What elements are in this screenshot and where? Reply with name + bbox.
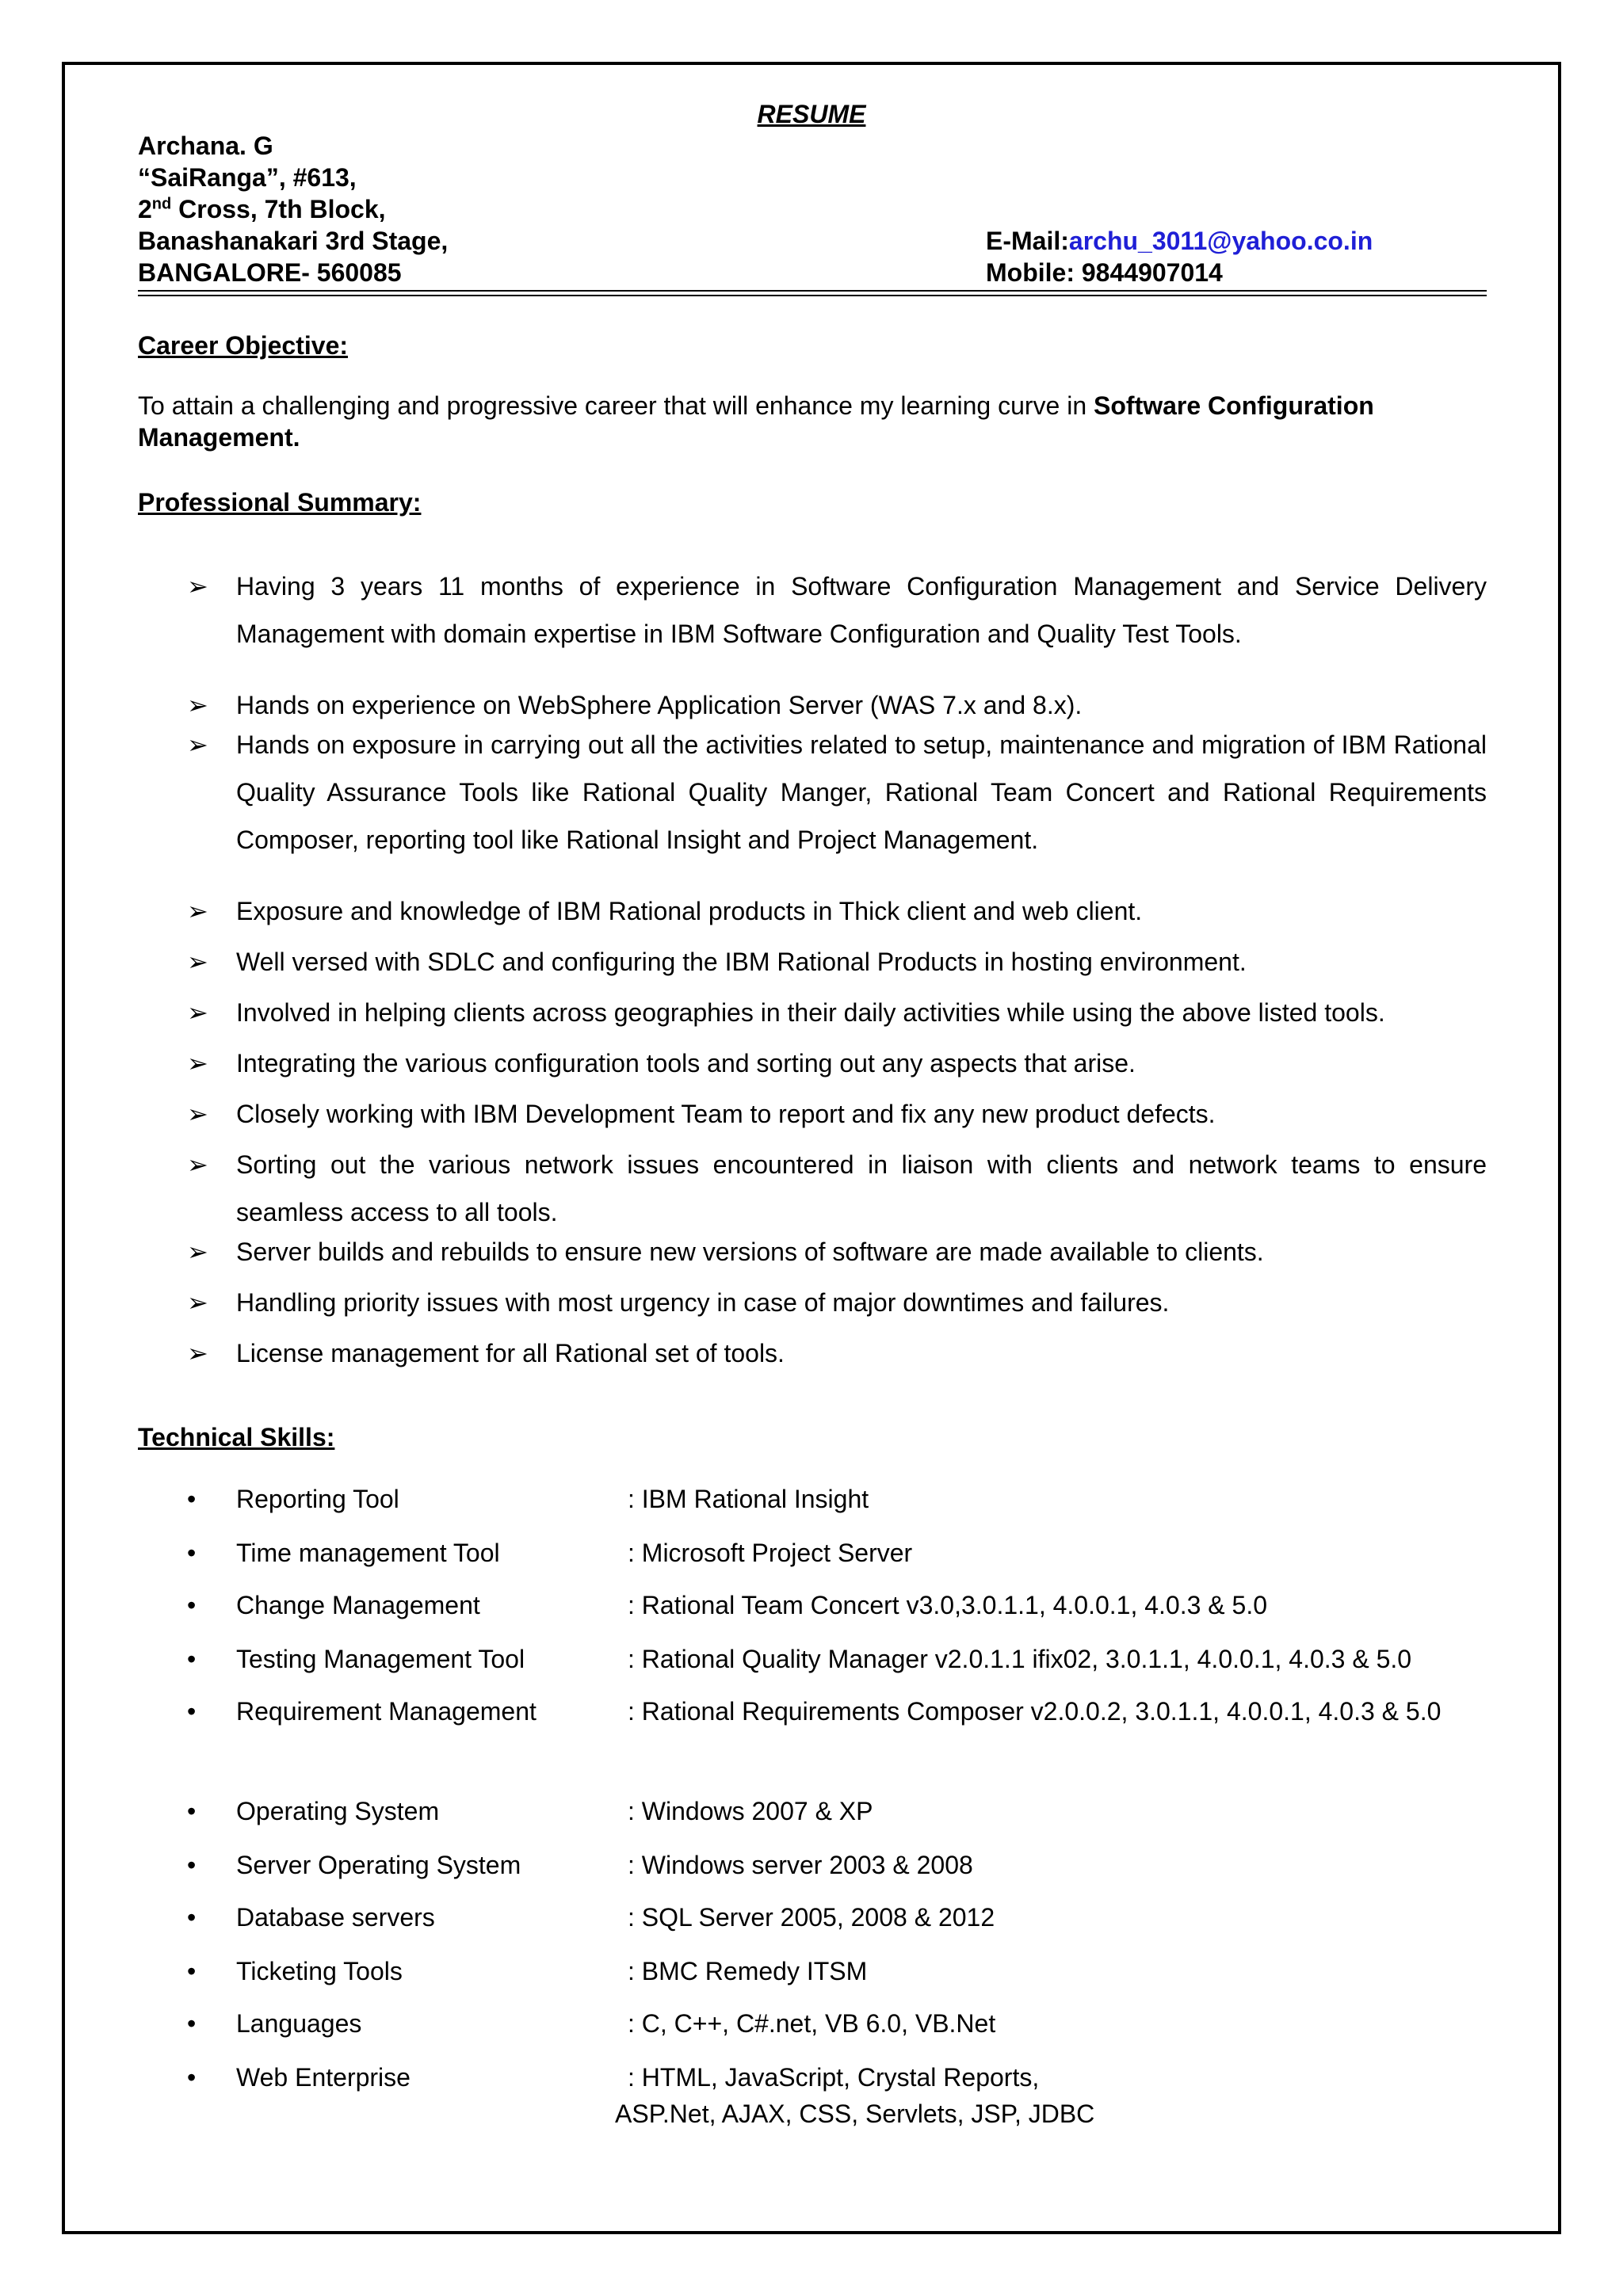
email-label: E-Mail: (986, 227, 1069, 255)
header-divider-bottom (138, 295, 1487, 296)
summary-item (187, 1090, 1487, 1138)
summary-item-text: Hands on experience on WebSphere Application Server (WAS 7.x and 8.x). (236, 691, 1083, 719)
summary-item (187, 721, 1487, 864)
arrow-bullet-icon: ➢ (187, 1100, 208, 1128)
skill-label: Testing Management Tool (236, 1645, 525, 1673)
summary-item-text: Sorting out the various network issues encountered in liaison with clients and network teams to ensure seamless access to all tools. (236, 1150, 1487, 1226)
skill-label: Languages (236, 2009, 362, 2038)
arrow-bullet-icon: ➢ (187, 572, 208, 601)
skill-value: : SQL Server 2005, 2008 & 2012 (628, 1903, 995, 1932)
dot-bullet-icon: • (187, 1591, 197, 1619)
summary-item (187, 989, 1487, 1036)
address-line-3: Banashanakari 3rd Stage, (138, 227, 449, 255)
arrow-bullet-icon: ➢ (187, 1049, 208, 1077)
arrow-bullet-icon: ➢ (187, 691, 208, 719)
summary-item-text: License management for all Rational set of tools. (236, 1339, 785, 1367)
skill-label: Web Enterprise (236, 2063, 411, 2092)
summary-item-text: Integrating the various configuration tools and sorting out any aspects that arise. (236, 1049, 1136, 1077)
summary-item (187, 1039, 1487, 1087)
arrow-bullet-icon: ➢ (187, 1150, 208, 1179)
header-divider-top (138, 290, 1487, 292)
skill-label: Reporting Tool (236, 1485, 399, 1513)
email-line (986, 225, 1373, 257)
summary-item (187, 1329, 1487, 1377)
skill-value: : Windows server 2003 & 2008 (628, 1851, 973, 1879)
arrow-bullet-icon: ➢ (187, 897, 208, 925)
summary-item (187, 938, 1487, 986)
skill-value: : BMC Remedy ITSM (628, 1957, 868, 1985)
summary-item-text: Exposure and knowledge of IBM Rational products in Thick client and web client. (236, 897, 1143, 925)
dot-bullet-icon: • (187, 1485, 197, 1513)
address-line-2-suffix: nd (151, 195, 172, 213)
skill-value: : C, C++, C#.net, VB 6.0, VB.Net (628, 2009, 996, 2038)
email-link[interactable]: archu_3011@yahoo.co.in (1068, 227, 1373, 255)
dot-bullet-icon: • (187, 1957, 197, 1985)
skill-value: : Windows 2007 & XP (628, 1797, 873, 1825)
skill-label: Change Management (236, 1591, 480, 1619)
professional-summary-heading: Professional Summary: (138, 488, 422, 517)
candidate-name: Archana. G (138, 132, 273, 160)
arrow-bullet-icon: ➢ (187, 948, 208, 976)
arrow-bullet-icon: ➢ (187, 1238, 208, 1266)
career-objective-text (138, 390, 1487, 453)
dot-bullet-icon: • (187, 2063, 197, 2092)
summary-item (187, 1228, 1487, 1276)
address-line-4: BANGALORE- 560085 (138, 258, 402, 287)
arrow-bullet-icon: ➢ (187, 1339, 208, 1367)
dot-bullet-icon: • (187, 1851, 197, 1879)
web-enterprise-continuation: ASP.Net, AJAX, CSS, Servlets, JSP, JDBC (615, 2100, 1095, 2128)
resume-title: RESUME (757, 100, 866, 128)
summary-item (187, 563, 1487, 658)
technical-skills-heading: Technical Skills: (138, 1423, 335, 1451)
skill-label: Operating System (236, 1797, 440, 1825)
address-line-2 (138, 193, 386, 225)
address-line-2-rest: Cross, 7th Block, (171, 195, 386, 223)
mobile-line: Mobile: 9844907014 (986, 258, 1223, 287)
summary-item (187, 887, 1487, 935)
dot-bullet-icon: • (187, 1539, 197, 1567)
summary-item (187, 1141, 1487, 1236)
summary-item-text: Having 3 years 11 months of experience in Software Configuration Management and Service Delivery Management with domain expertise in IBM Software Configuration and Quality Test Tools. (236, 572, 1487, 648)
address-line-1: “SaiRanga”, #613, (138, 163, 357, 192)
arrow-bullet-icon: ➢ (187, 1288, 208, 1317)
summary-item-text: Closely working with IBM Development Team to report and fix any new product defects. (236, 1100, 1216, 1128)
dot-bullet-icon: • (187, 1645, 197, 1673)
summary-item-text: Server builds and rebuilds to ensure new versions of software are made available to clients. (236, 1238, 1264, 1266)
arrow-bullet-icon: ➢ (187, 730, 208, 759)
dot-bullet-icon: • (187, 1797, 197, 1825)
skill-label: Server Operating System (236, 1851, 521, 1879)
skill-label: Ticketing Tools (236, 1957, 403, 1985)
career-objective-heading: Career Objective: (138, 331, 349, 360)
summary-item-text: Well versed with SDLC and configuring the IBM Rational Products in hosting environment. (236, 948, 1247, 976)
skill-value: : IBM Rational Insight (628, 1485, 869, 1513)
skill-label: Database servers (236, 1903, 435, 1932)
address-line-2-number: 2 (138, 195, 152, 223)
dot-bullet-icon: • (187, 2009, 197, 2038)
summary-item-text: Involved in helping clients across geographies in their daily activities while using the above listed tools. (236, 998, 1385, 1027)
skill-label: Time management Tool (236, 1539, 500, 1567)
skill-value: : Rational Quality Manager v2.0.1.1 ifix02, 3.0.1.1, 4.0.0.1, 4.0.3 & 5.0 (628, 1645, 1412, 1673)
summary-item-text: Handling priority issues with most urgency in case of major downtimes and failures. (236, 1288, 1170, 1317)
career-objective-plain: To attain a challenging and progressive career that will enhance my learning curve in (138, 391, 1094, 420)
skill-label: Requirement Management (236, 1697, 537, 1726)
dot-bullet-icon: • (187, 1903, 197, 1932)
skill-value: : Rational Team Concert v3.0,3.0.1.1, 4.0.0.1, 4.0.3 & 5.0 (628, 1591, 1268, 1619)
skill-value: : HTML, JavaScript, Crystal Reports, (628, 2063, 1040, 2092)
skill-value: : Rational Requirements Composer v2.0.0.2, 3.0.1.1, 4.0.0.1, 4.0.3 & 5.0 (628, 1697, 1442, 1726)
summary-item-text: Hands on exposure in carrying out all the activities related to setup, maintenance and migration of IBM Rational Quality Assurance Tools like Rational Quality Manger, Rational Team Concert and Rational Requirements Composer, reporting tool like Rational Insight and Project Management. (236, 730, 1487, 854)
skill-value: : Microsoft Project Server (628, 1539, 913, 1567)
summary-item (187, 1279, 1487, 1326)
career-objective-bold: Software Configuration Management. (138, 391, 1374, 452)
dot-bullet-icon: • (187, 1697, 197, 1726)
arrow-bullet-icon: ➢ (187, 998, 208, 1027)
